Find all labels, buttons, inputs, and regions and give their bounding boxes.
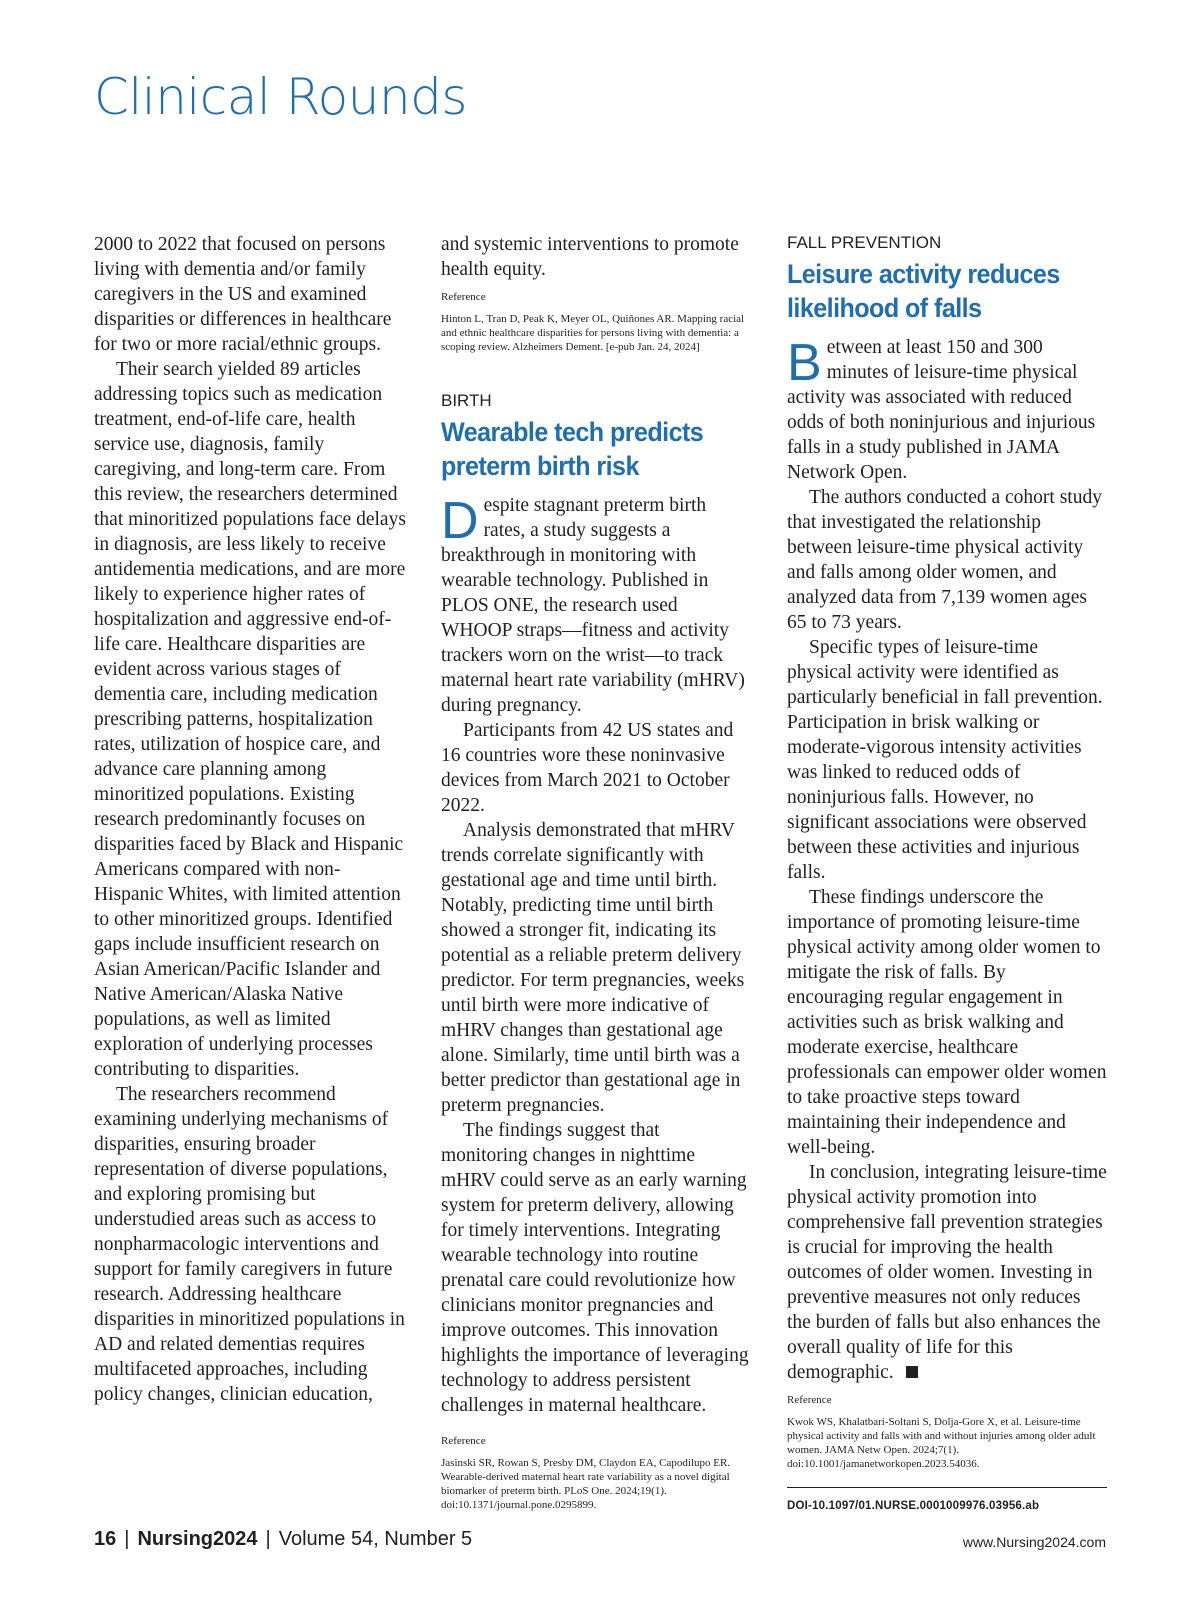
reference-citation: Hinton L, Tran D, Peak K, Meyer OL, Quiñones AR. Mapping racial and ethnic healthcare disparities for persons living with dementia: a scoping review. Alzheimers Dement. [e-pub Jan. 24, 2024]: [441, 313, 745, 353]
magazine-name: Nursing2024: [137, 1528, 258, 1550]
reference-citation: Kwok WS, Khalatbari-Soltani S, Dolja-Gore X, et al. Leisure-time physical activity and falls with and without injuries among older adult women. JAMA Netw Open. 2024;7(1). doi:10.1001/jamanetworkopen.2023.54036.: [787, 1416, 1096, 1470]
reference-label: Reference: [441, 291, 486, 303]
column-2: [441, 232, 751, 1512]
article-paragraph: 2000 to 2022 that focused on persons living with dementia and/or family caregivers in the US and examined disparities or differences in healthcare for two or more racial/ethnic groups.: [94, 234, 392, 355]
reference-citation: Jasinski SR, Rowan S, Presby DM, Claydon EA, Capodilupo ER. Wearable-derived maternal heart rate variability as a novel digital biomarker of preterm birth. PLoS One. 2024;19(1). doi:10.1371/journal.pone.0295899.: [441, 1457, 731, 1511]
article-paragraph: The findings suggest that monitoring changes in nighttime mHRV could serve as an early warning system for preterm delivery, allowing for timely interventions. Integrating wearable technology into routine prenatal care could revolutionize how clinicians monitor pregnancies and improve outcomes. This innovation highlights the importance of leveraging technology to address persistent challenges in maternal healthcare.: [441, 1120, 749, 1416]
doi-label: DOI-10.1097/01.NURSE.0001009976.03956.ab: [787, 1500, 1040, 1512]
folio-separator: |: [124, 1528, 130, 1550]
article-paragraph: Analysis demonstrated that mHRV trends correlate significantly with gestational age and time until birth. Notably, predicting time until birth showed a stronger fit, indicating its potential as a reliable preterm delivery predictor. For term pregnancies, weeks until birth were more indicative of mHRV changes than gestational age alone. Similarly, time until birth was a better predictor than gestational age in preterm pregnancies.: [441, 820, 745, 1116]
article-paragraph: Their search yielded 89 articles addressing topics such as medication treatment, end-of-life care, health service use, diagnosis, family caregiving, and long-term care. From this review, the researchers determined that minoritized populations face delays in diagnosis, are less likely to receive antidementia medications, and are more likely to experience higher rates of hospitalization and aggressive end-of-life care. Healthcare disparities are evident across various stages of dementia care, including medication prescribing patterns, hospitalization rates, utilization of hospice care, and advance care planning among minoritized populations. Existing research predominantly focuses on disparities faced by Black and Hispanic Americans compared with non-Hispanic Whites, with limited attention to other minoritized groups. Identified gaps include insufficient research on Asian American/Pacific Islander and Native American/Alaska Native populations, as well as limited exploration of underlying processes contributing to disparities.: [94, 359, 406, 1080]
birth-article: [441, 390, 751, 1512]
folio-separator: |: [265, 1528, 271, 1550]
page-folio: [94, 1528, 472, 1551]
article-kicker: FALL PREVENTION: [787, 233, 942, 252]
falls-article: [787, 232, 1107, 1519]
end-of-article-mark: [906, 1366, 918, 1378]
article-paragraph: Participants from 42 US states and 16 countries wore these noninvasive devices from March 2021 to October 2022.: [441, 720, 734, 816]
article-headline: Leisure activity reduces likelihood of falls: [787, 259, 1060, 323]
article-paragraph: In conclusion, integrating leisure-time physical activity promotion into comprehensive fall prevention strategies is crucial for improving the health outcomes of older women. Investing in preventive measures not only reduces the burden of falls but also enhances the overall quality of life for this demographic.: [787, 1162, 1107, 1383]
article-first-paragraph: Despite stagnant preterm birth rates, a study suggests a breakthrough in monitoring with wearable technology. Published in PLOS ONE, the research used WHOOP straps—fitness and activity trackers worn on the wrist—to track maternal heart rate variability (mHRV) during pregnancy.: [441, 492, 745, 716]
article-paragraph: The authors conducted a cohort study that investigated the relationship between leisure-time physical activity and falls among older women, and analyzed data from 7,139 women ages 65 to 73 years.: [787, 487, 1102, 633]
magazine-url: www.Nursing2024.com: [962, 1534, 1106, 1550]
volume-issue: Volume 54, Number 5: [278, 1528, 473, 1550]
drop-cap: B: [787, 334, 822, 392]
column-1: [94, 232, 406, 1407]
drop-cap: D: [441, 492, 479, 550]
doi-divider: [787, 1487, 1107, 1488]
section-title: Clinical Rounds: [94, 68, 467, 126]
article-kicker: BIRTH: [441, 391, 492, 410]
article-headline: Wearable tech predicts preterm birth risk: [441, 417, 704, 481]
article-paragraph: These findings underscore the importance of promoting leisure-time physical activity among older women to mitigate the risk of falls. By encouraging regular engagement in activities such as brisk walking and moderate exercise, healthcare professionals can empower older women to take proactive steps toward maintaining their independence and well-being.: [787, 887, 1107, 1158]
article-first-paragraph: Between at least 150 and 300 minutes of leisure-time physical activity was associated with reduced odds of both noninjurious and injurious falls in a study published in JAMA Network Open.: [787, 334, 1096, 483]
reference-label: Reference: [441, 1435, 486, 1447]
page-number: 16: [94, 1528, 117, 1550]
article-paragraph: Specific types of leisure-time physical activity were identified as particularly beneficial in fall prevention. Participation in brisk walking or moderate-vigorous intensity activities was linked to reduced odds of noninjurious falls. However, no significant associations were observed between these activities and injurious falls.: [787, 637, 1103, 883]
article-paragraph: and systemic interventions to promote health equity.: [441, 234, 739, 280]
column-3: [787, 232, 1107, 1519]
reference-label: Reference: [787, 1394, 832, 1406]
article-paragraph: The researchers recommend examining underlying mechanisms of disparities, ensuring broader representation of diverse populations, and exploring promising but understudied areas such as access to nonpharmacologic interventions and support for family caregivers in future research. Addressing healthcare disparities in minoritized populations in AD and related dementias requires multifaceted approaches, including policy changes, clinician education,: [94, 1084, 405, 1405]
